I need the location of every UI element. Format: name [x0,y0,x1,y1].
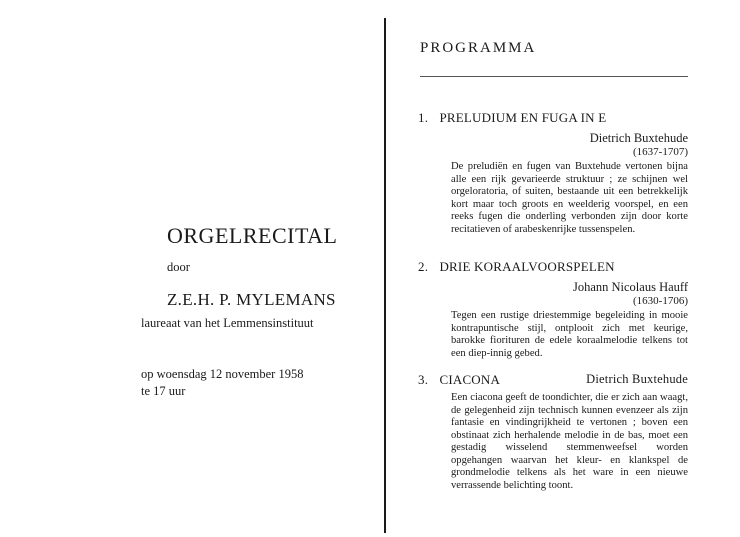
performer-name: Z.E.H. P. MYLEMANS [167,290,336,309]
event-date: op woensdag 12 november 1958 [141,367,304,381]
item-composer: Dietrich Buxtehude [589,131,688,145]
item-heading [418,110,688,127]
item-heading [418,372,688,389]
item-description: Tegen een rustige driestemmige begeleiding in mooie kontrapuntische stijl, ontplooit zich met keurige, barokke fiorituren de edele koraalmelodie telkens tot een diep-innig gebed. [451,310,688,359]
heading-rule [420,76,688,77]
event-time: te 17 uur [141,384,186,398]
item-title: CIACONA [439,372,501,387]
item-description: Een ciacona geeft de toondichter, die er zich aan waagt, de gelegenheid zijn technisch kunnen evenzeer als zijn fantasie en vindingrijkheid te vertonen ; boven een obstinaat zich herhalende melodie in de bas, moet een gestadig wisselend stemmenweefsel worden opgehangen waarvan het kleur- en klankspel de grondmelodie telkens als het ware in een nieuwe verrassende belichting toont. [451,392,688,491]
item-number: 3. [418,372,429,387]
programme-item-1 [418,110,688,236]
item-composer: Johann Nicolaus Hauff [572,280,688,294]
item-number: 1. [418,110,429,125]
programme-item-3 [418,372,688,492]
recital-title: ORGELRECITAL [167,223,338,248]
fold-divider [384,18,386,533]
item-title: PRELUDIUM EN FUGA IN E [439,110,607,125]
item-composer-dates: (1630-1706) [633,295,688,307]
programme-heading: PROGRAMMA [420,40,537,56]
programme-item-2 [418,259,688,360]
item-composer-dates: (1637-1707) [633,146,688,158]
item-number: 2. [418,259,429,274]
performer-credential: laureaat van het Lemmensinstituut [141,316,314,330]
item-description: De preludiën en fugen van Buxtehude vertonen bijna alle een rijk gevarieerde struktuur ; ze schijnen wel orgeloratoria, of suiten, bestaande uit een betrekkelijk kort maar toch groots en weelderig voorspel, en een reeks fugen die onderling verbonden zijn door korte recitatieven of arabeskenrijke tussenspelen. [451,161,688,235]
item-heading [418,259,688,276]
item-composer: Dietrich Buxtehude [586,372,688,386]
item-title: DRIE KORAALVOORSPELEN [439,259,615,274]
by-label: door [167,260,190,274]
